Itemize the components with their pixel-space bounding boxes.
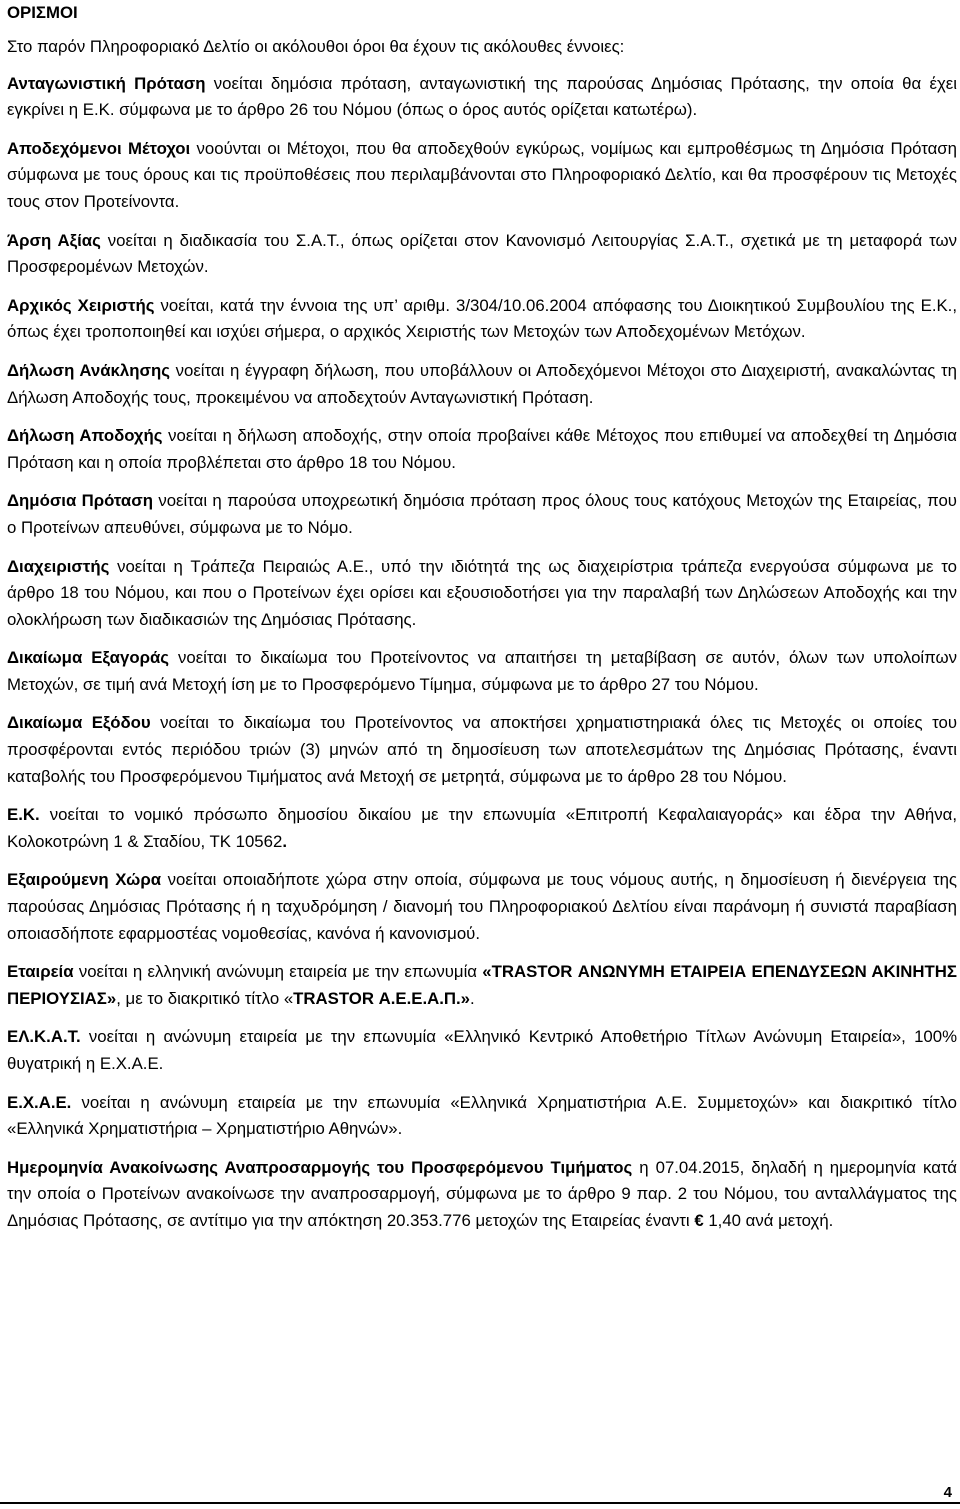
definition-company [7, 959, 957, 1012]
company-name: «TRASTOR ΑΝΩΝΥΜΗ ΕΤΑΙΡΕΙΑ ΕΠΕΝΔΥΣΕΩΝ ΑΚΙΝΗΤΗΣ ΠΕΡΙΟΥΣΙΑΣ» [7, 962, 957, 1008]
term: Αποδεχόμενοι Μέτοχοι [7, 138, 191, 158]
section-heading: ΟΡΙΣΜΟΙ [7, 3, 78, 22]
term: ΕΛ.Κ.Α.Τ. [7, 1027, 81, 1047]
definition-text: νοείται οποιαδήποτε χώρα στην οποία, σύμφωνα με τους νόμους αυτής, η δημοσίευση ή διενέργεια της παρούσας Δημόσιας Πρότασης ή η ταχυδρόμηση / διανομή του Πληροφοριακού Δελτίου είναι παράνομη ή συνιστά παραβίαση οποιασδήποτε εφαρμοστέας νομοθεσίας, κανόνα ή κανονισμού. [7, 870, 957, 943]
term: Δικαίωμα Εξαγοράς [7, 648, 170, 668]
definition-text: νοείται δημόσια πρόταση, ανταγωνιστική της παρούσας Δημόσιας Πρότασης, την οποία θα έχει εγκρίνει η Ε.Κ. σύμφωνα με το άρθρο 26 του Νόμου (όπως ο όρος αυτός ορίζεται κατωτέρω). [7, 73, 957, 120]
definition-revocation-declaration [7, 358, 957, 411]
term: Δήλωση Ανάκλησης [7, 360, 170, 380]
definition-capital-market-commission [7, 802, 957, 855]
definition-text-2: , με το διακριτικό τίτλο « [116, 988, 294, 1008]
definition-tail: . [282, 831, 287, 851]
term: Δικαίωμα Εξόδου [7, 713, 151, 733]
term: Δημόσια Πρόταση [7, 491, 153, 511]
intro-text: Στο παρόν Πληροφοριακό Δελτίο οι ακόλουθοι όροι θα έχουν τις ακόλουθες έννοιες: [7, 37, 625, 56]
definition-elkat [7, 1024, 957, 1077]
definition-text: νοούνται οι Μέτοχοι, που θα αποδεχθούν εγκύρως, νομίμως και εμπροθέσμως τη Δημόσια Πρόταση σύμφωνα με τους όρους και τις προϋποθέσεις που περιλαμβάνονται στο Πληροφοριακό Δελτίο, και θα προσφέρουν τις Μετοχές τους στον Προτείνοντα. [7, 138, 957, 211]
term: Δήλωση Αποδοχής [7, 426, 163, 446]
term: Ε.Κ. [7, 805, 40, 825]
definition-text: νοείται η ελληνική ανώνυμη εταιρεία με την επωνυμία [73, 962, 483, 982]
definition-excluded-country [7, 867, 957, 947]
term: Άρση Αξίας [7, 230, 101, 250]
definition-text: νοείται το νομικό πρόσωπο δημοσίου δικαίου με την επωνυμία «Επιτροπή Κεφαλαιαγοράς» και έδρα την Αθήνα, Κολοκοτρώνη 1 & Σταδίου, ΤΚ 10562 [7, 805, 957, 851]
definition-text: νοείται το δικαίωμα του Προτείνοντος να απαιτήσει τη μεταβίβαση σε αυτόν, όλων των υπολοίπων Μετοχών, σε τιμή ανά Μετοχή ίση με το Προσφερόμενο Τίμημα, σύμφωνα με το άρθρο 27 του Νόμου. [7, 648, 957, 694]
company-distinctive-title: TRASTOR Α.Ε.Ε.Α.Π.» [293, 988, 471, 1008]
definition-text: νοείται η έγγραφη δήλωση, που υποβάλλουν οι Αποδεχόμενοι Μέτοχοι στο Διαχειριστή, ανακαλώντας τη Δήλωση Αποδοχής τους, προκειμένου να αποδεχτούν Ανταγωνιστική Πρόταση. [7, 360, 957, 407]
definition-text-2: 1,40 ανά μετοχή. [703, 1210, 834, 1230]
definition-accepting-shareholders [7, 136, 957, 216]
definition-initial-operator [7, 293, 957, 346]
definition-competing-offer [7, 71, 957, 124]
definition-administrator [7, 554, 957, 634]
definition-sell-out-right [7, 710, 957, 790]
definition-text: νοείται η ανώνυμη εταιρεία με την επωνυμία «Ελληνικό Κεντρικό Αποθετήριο Τίτλων Ανώνυμη Εταιρεία», 100% θυγατρική η Ε.Χ.Α.Ε. [7, 1027, 957, 1073]
definition-text-3: . [470, 988, 475, 1008]
euro-sign: € [694, 1210, 704, 1230]
term: Ανταγωνιστική Πρόταση [7, 73, 206, 93]
definition-text: νοείται η παρούσα υποχρεωτική δημόσια πρόταση προς όλους τους κατόχους Μετοχών της Εταιρείας, που ο Προτείνων απευθύνει, σύμφωνα με το Νόμο. [7, 491, 957, 537]
definition-text: νοείται, κατά την έννοια της υπ’ αριθμ. 3/304/10.06.2004 απόφασης του Διοικητικού Συμβουλίου της Ε.Κ., όπως έχει τροποποιηθεί και ισχύει σήμερα, ο αρχικός Χειριστής των Μετοχών των Αποδεχομένων Μετόχων. [7, 295, 958, 342]
term: Ε.Χ.Α.Ε. [7, 1092, 72, 1112]
document-page [7, 0, 957, 1247]
definition-acceptance-declaration [7, 423, 957, 476]
definition-text: νοείται η δήλωση αποδοχής, στην οποία προβαίνει κάθε Μέτοχος που επιθυμεί να αποδεχθεί τη Δημόσια Πρόταση και η οποία προβλέπεται στο άρθρο 18 του Νόμου. [7, 426, 957, 472]
definition-squeeze-out-right [7, 645, 957, 698]
term: Εταιρεία [7, 962, 74, 982]
definition-price-adjustment-date [7, 1155, 957, 1235]
definition-public-offer [7, 488, 957, 541]
term: Εξαιρούμενη Χώρα [7, 870, 162, 890]
footer-rule [0, 1502, 960, 1504]
definition-exae [7, 1090, 957, 1143]
definition-text: νοείται η Τράπεζα Πειραιώς Α.Ε., υπό την ιδιότητά της ως διαχειρίστρια τράπεζα ενεργούσα σύμφωνα με το άρθρο 18 του Νόμου, και που ο Προτείνων έχει ορίσει και εξουσιοδοτήσει για την παραλαβή των Δηλώσεων Αποδοχής και την ολοκλήρωση των διαδικασιών της Δημόσιας Πρότασης. [7, 556, 957, 629]
definition-text: η 07.04.2015, δηλαδή η ημερομηνία κατά την οποία ο Προτείνων ανακοίνωσε την αναπροσαρμογή, σύμφωνα με το άρθρο 9 παρ. 2 του Νόμου, του ανταλλάγματος της Δημόσιας Πρότασης, σε αντίτιμο για την απόκτηση 20.353.776 μετοχών της Εταιρείας έναντι [7, 1157, 957, 1230]
definition-text: νοείται το δικαίωμα του Προτείνοντος να αποκτήσει χρηματιστηριακά όλες τις Μετοχές οι οποίες του προσφέρονται εντός περιόδου τριών (3) μηνών από τη δημοσίευση των αποτελεσμάτων της Δημόσιας Πρότασης, έναντι καταβολής του Προσφερόμενου Τιμήματος ανά Μετοχή σε μετρητά, σύμφωνα με το άρθρο 28 του Νόμου. [7, 713, 957, 786]
page-number: 4 [943, 1484, 952, 1501]
definition-text: νοείται η διαδικασία του Σ.Α.Τ., όπως ορίζεται στον Κανονισμό Λειτουργίας Σ.Α.Τ., σχετικά με τη μεταφορά των Προσφερομένων Μετοχών. [7, 230, 957, 277]
term: Διαχειριστής [7, 556, 110, 576]
definition-value-release [7, 228, 957, 281]
term: Αρχικός Χειριστής [7, 295, 155, 315]
definition-text: νοείται η ανώνυμη εταιρεία με την επωνυμία «Ελληνικά Χρηματιστήρια Α.Ε. Συμμετοχών» και διακριτικό τίτλο «Ελληνικά Χρηματιστήρια – Χρηματιστήριο Αθηνών». [7, 1092, 957, 1139]
term: Ημερομηνία Ανακοίνωσης Αναπροσαρμογής του Προσφερόμενου Τιμήματος [7, 1157, 633, 1177]
